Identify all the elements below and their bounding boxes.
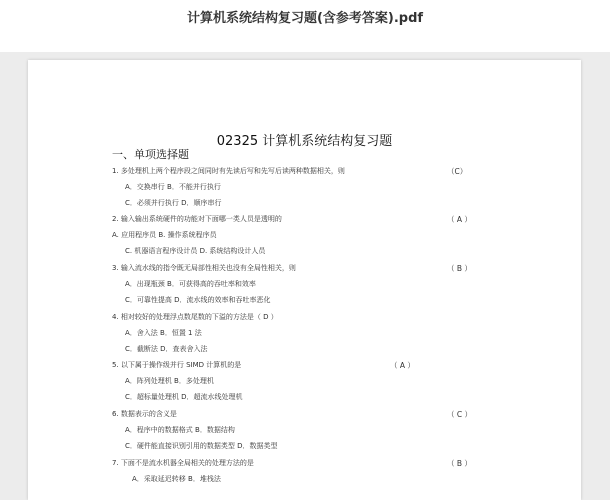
pdf-viewer-header: [0, 0, 610, 52]
option-line: C．硬件能直接识别引用的数据类型 D．数据类型: [125, 442, 278, 450]
question-2: 2. 输入输出系统硬件的功能对下面哪一类人员是透明的: [112, 215, 282, 223]
document-title: 02325 计算机系统结构复习题: [216, 134, 393, 149]
answer-5: （ A ）: [390, 361, 415, 370]
file-title: 计算机系统结构复习题(含参考答案).pdf: [186, 11, 424, 26]
question-4: 4. 相对较好的处理浮点数尾数的下溢的方法是（ D ）: [112, 313, 278, 321]
option-line: C．截断法 D．查表舍入法: [125, 345, 208, 353]
option-line: C．超标量处理机 D．超流水线处理机: [125, 393, 243, 401]
option-line: C．可靠性提高 D．流水线的效率和吞吐率恶化: [125, 296, 271, 304]
pdf-page: [28, 60, 581, 500]
question-3: 3. 输入流水线的指令既无局部性相关也没有全局性相关，则: [112, 264, 296, 272]
option-line: A．交换串行 B．不能并行执行: [125, 183, 221, 191]
answer-2: （ A ）: [447, 215, 472, 224]
option-line: A．出现瓶颈 B．可获得高的吞吐率和效率: [125, 280, 256, 288]
answer-6: （ C ）: [447, 410, 473, 419]
section-heading: 一、单项选择题: [112, 148, 189, 161]
option-line: C．必须并行执行 D．顺序串行: [125, 199, 222, 207]
answer-3: （ B ）: [447, 264, 472, 273]
question-6: 6. 数据表示的含义是: [112, 410, 177, 418]
question-5: 5. 以下属于操作级并行 SIMD 计算机的是: [112, 361, 242, 369]
question-1: 1. 多处理机上两个程序段之间同时有先读后写和先写后读两种数据相关，则: [112, 167, 345, 175]
option-line: A．阵列处理机 B．多处理机: [125, 377, 214, 385]
question-7: 7. 下面不是流水机器全局相关的处理方法的是: [112, 459, 254, 467]
answer-1: （C）: [447, 167, 468, 176]
option-line: A. 应用程序员 B. 操作系统程序员: [112, 231, 217, 239]
option-line: A．采取延迟转移 B．堆栈法: [132, 475, 221, 483]
option-line: A．程序中的数据格式 B．数据结构: [125, 426, 235, 434]
answer-7: （ B ）: [447, 459, 472, 468]
option-line: A．舍入法 B．恒置 1 法: [125, 329, 202, 337]
option-line: C. 机器语言程序设计员 D. 系统结构设计人员: [125, 247, 266, 255]
